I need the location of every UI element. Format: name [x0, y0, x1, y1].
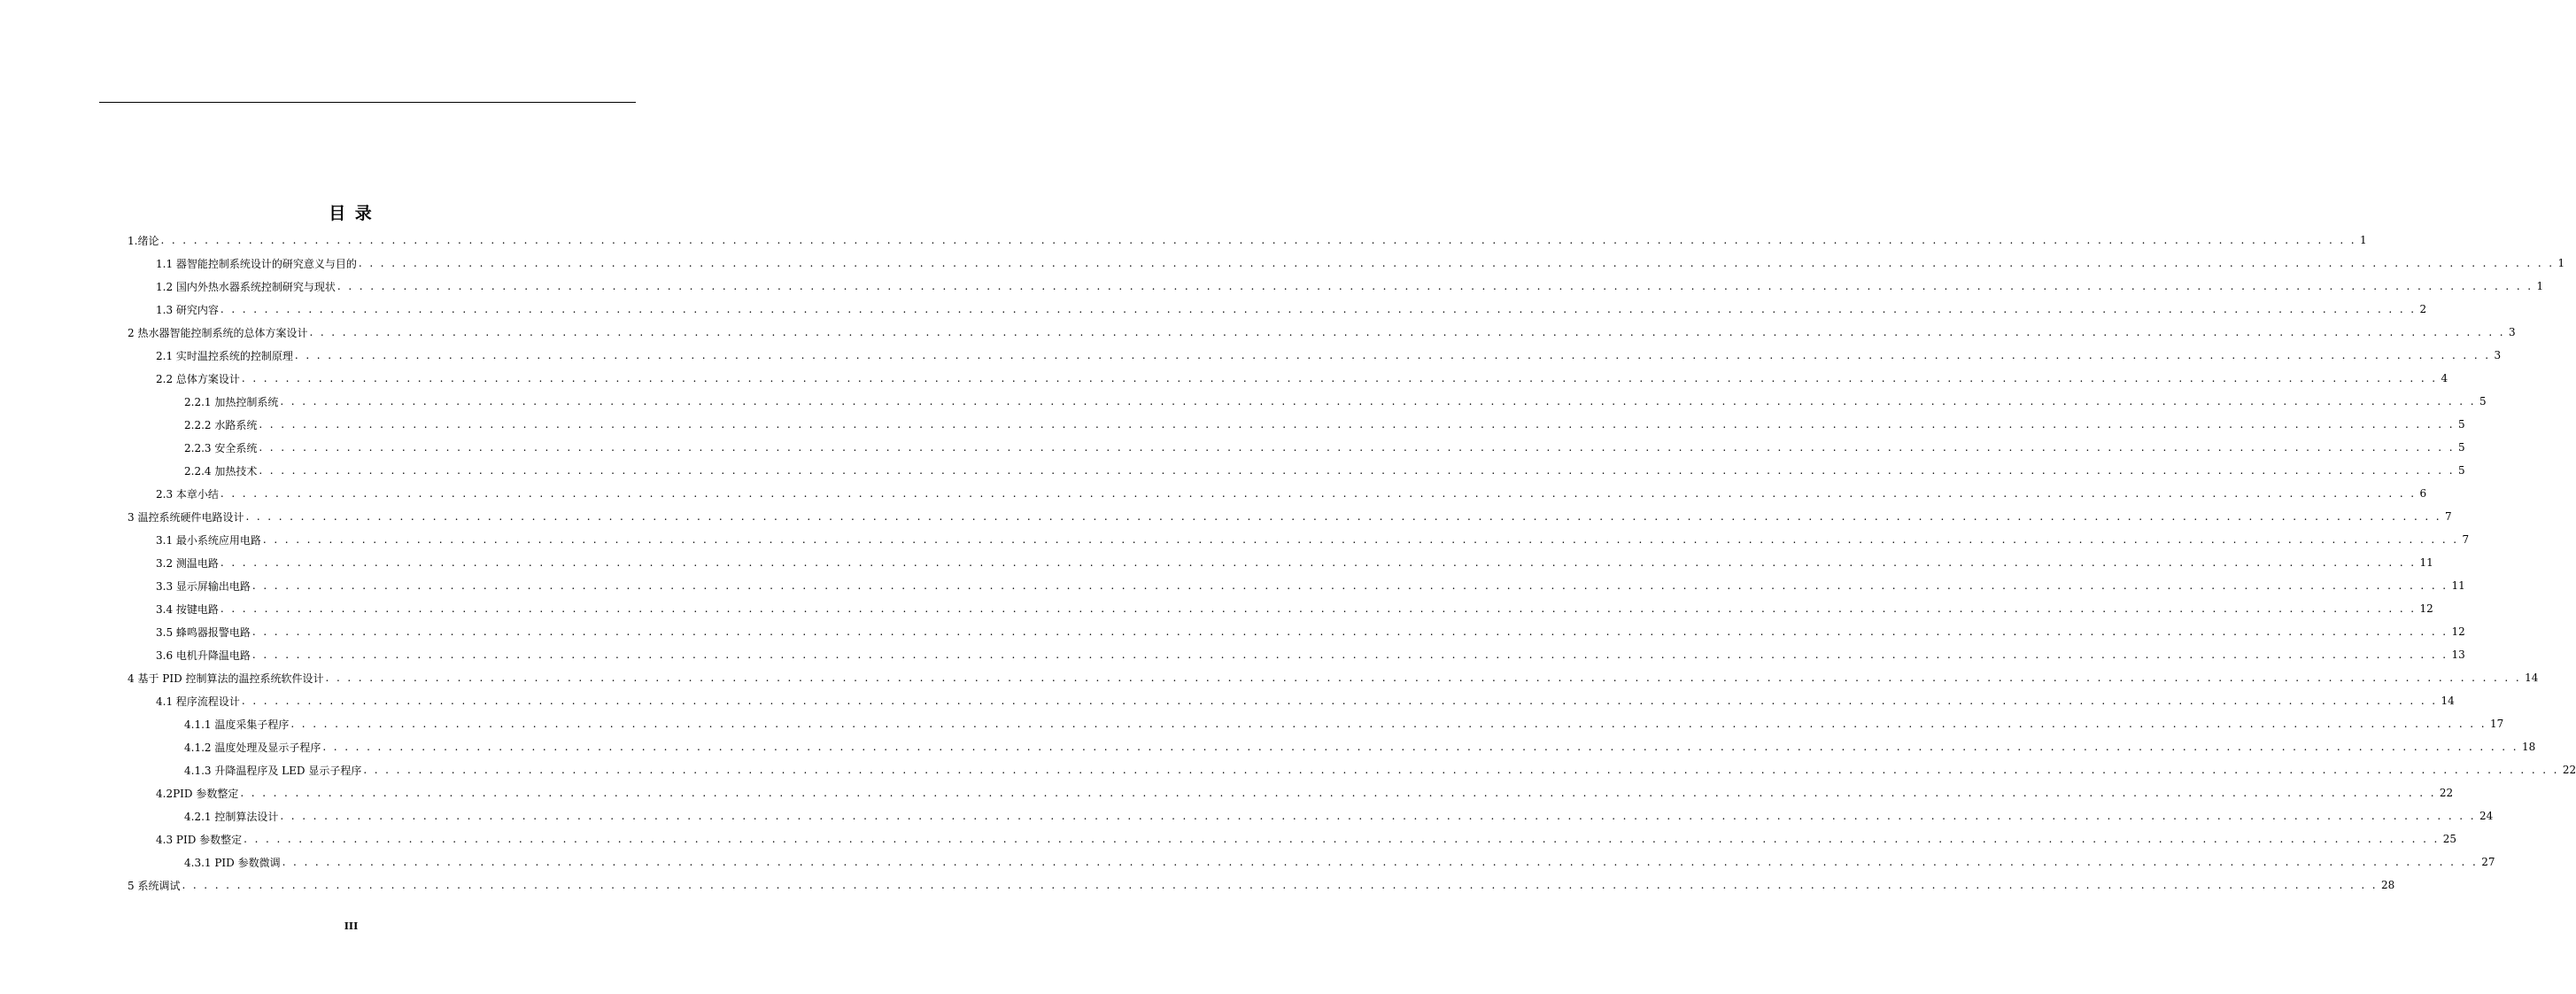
toc-entry-label: 2.2.3 安全系统 — [184, 441, 258, 454]
toc-dot-leader: . . . . . . . . . . . . . . . . . . . . . . . . . . . . . . . . . . . . . . . . . . . . . . . . . . . . . . . . . . . . . . . . . . . . . . . . . . . . . . . . . . . . . . . . . . . . . . . . . . . . . . . . . . . . . . . . . . . . . . . . . . . . . . . . . . . . . . . . . . . . . . . . . . . . . . . . . . . . . . . . . . . . . . . . . . . . . . . . . . . . . . . . . . . . . . . . . . . . . . . . — [259, 418, 2455, 431]
toc-entry-page: 5 — [2479, 395, 2487, 408]
toc-entry-label: 2.3 本章小结 — [156, 487, 219, 501]
toc-entry-label: 2.2 总体方案设计 — [156, 372, 240, 385]
toc-entry[interactable] — [156, 254, 2565, 272]
toc-entry-page: 6 — [2419, 487, 2427, 500]
toc-entry[interactable] — [156, 300, 2427, 318]
toc-entry-page: 22 — [2439, 787, 2454, 799]
toc-entry-label: 1.1 器智能控制系统设计的研究意义与目的 — [156, 257, 357, 270]
toc-dot-leader: . . . . . . . . . . . . . . . . . . . . . . . . . . . . . . . . . . . . . . . . . . . . . . . . . . . . . . . . . . . . . . . . . . . . . . . . . . . . . . . . . . . . . . . . . . . . . . . . . . . . . . . . . . . . . . . . . . . . . . . . . . . . . . . . . . . . . . . . . . . . . . . . . . . . . . . . . . . . . . . . . . . . . . . . . . . . . . . . . . . . . . . . . . . . . . . . . . . . . . . . — [244, 833, 2440, 845]
toc-entry-label: 2.1 实时温控系统的控制原理 — [156, 349, 293, 362]
toc-entry-label: 3.3 显示屏输出电路 — [156, 579, 251, 593]
toc-entry[interactable] — [184, 392, 2487, 410]
toc-entry-page: 27 — [2481, 856, 2495, 868]
toc-entry-label: 2.2.2 水路系统 — [184, 418, 258, 431]
toc-entry-page: 1 — [2360, 234, 2367, 246]
toc-entry[interactable] — [128, 876, 2395, 894]
toc-entry[interactable] — [128, 669, 2539, 687]
toc-dot-leader: . . . . . . . . . . . . . . . . . . . . . . . . . . . . . . . . . . . . . . . . . . . . . . . . . . . . . . . . . . . . . . . . . . . . . . . . . . . . . . . . . . . . . . . . . . . . . . . . . . . . . . . . . . . . . . . . . . . . . . . . . . . . . . . . . . . . . . . . . . . . . . . . . . . . . . . . . . . . . . . . . . . . . . . . . . . . . . . . . . . . . . . . . . . . . . . . . . . . . . . . — [251, 579, 2448, 592]
toc-entry[interactable] — [184, 462, 2465, 479]
toc-dot-leader: . . . . . . . . . . . . . . . . . . . . . . . . . . . . . . . . . . . . . . . . . . . . . . . . . . . . . . . . . . . . . . . . . . . . . . . . . . . . . . . . . . . . . . . . . . . . . . . . . . . . . . . . . . . . . . . . . . . . . . . . . . . . . . . . . . . . . . . . . . . . . . . . . . . . . . . . . . . . . . . . . . . . . . . . . . . . . . . . . . . . . . . . . . . . . . . . . . . . . . . . — [160, 234, 2357, 246]
toc-entry-page: 12 — [2451, 625, 2465, 638]
toc-dot-leader: . . . . . . . . . . . . . . . . . . . . . . . . . . . . . . . . . . . . . . . . . . . . . . . . . . . . . . . . . . . . . . . . . . . . . . . . . . . . . . . . . . . . . . . . . . . . . . . . . . . . . . . . . . . . . . . . . . . . . . . . . . . . . . . . . . . . . . . . . . . . . . . . . . . . . . . . . . . . . . . . . . . . . . . . . . . . . . . . . . . . . . . . . . . . . . . . . . . . . . . . — [337, 280, 2533, 292]
header-rule — [99, 102, 636, 103]
toc-entry[interactable] — [184, 807, 2494, 825]
toc-entry-label: 1.绪论 — [128, 234, 159, 247]
toc-entry-label: 4.2.1 控制算法设计 — [184, 810, 279, 823]
toc-dot-leader: . . . . . . . . . . . . . . . . . . . . . . . . . . . . . . . . . . . . . . . . . . . . . . . . . . . . . . . . . . . . . . . . . . . . . . . . . . . . . . . . . . . . . . . . . . . . . . . . . . . . . . . . . . . . . . . . . . . . . . . . . . . . . . . . . . . . . . . . . . . . . . . . . . . . . . . . . . . . . . . . . . . . . . . . . . . . . . . . . . . . . . . . . . . . . . . . . . . . . . . . — [251, 648, 2448, 661]
toc-entry[interactable] — [184, 853, 2495, 871]
toc-entry[interactable] — [128, 323, 2516, 341]
toc-dot-leader: . . . . . . . . . . . . . . . . . . . . . . . . . . . . . . . . . . . . . . . . . . . . . . . . . . . . . . . . . . . . . . . . . . . . . . . . . . . . . . . . . . . . . . . . . . . . . . . . . . . . . . . . . . . . . . . . . . . . . . . . . . . . . . . . . . . . . . . . . . . . . . . . . . . . . . . . . . . . . . . . . . . . . . . . . . . . . . . . . . . . . . . . . . . . . . . . . . . . . . . . — [282, 856, 2479, 868]
toc-entry-page: 11 — [2451, 579, 2465, 592]
toc-entry-label: 2.2.1 加热控制系统 — [184, 395, 279, 408]
toc-dot-leader: . . . . . . . . . . . . . . . . . . . . . . . . . . . . . . . . . . . . . . . . . . . . . . . . . . . . . . . . . . . . . . . . . . . . . . . . . . . . . . . . . . . . . . . . . . . . . . . . . . . . . . . . . . . . . . . . . . . . . . . . . . . . . . . . . . . . . . . . . . . . . . . . . . . . . . . . . . . . . . . . . . . . . . . . . . . . . . . . . . . . . . . . . . . . . . . . . . . . . . . . — [220, 303, 2417, 315]
toc-entry-label: 3.4 按键电路 — [156, 602, 219, 616]
toc-entry[interactable] — [184, 715, 2504, 733]
toc-entry-page: 12 — [2419, 602, 2433, 615]
toc-entry[interactable] — [184, 738, 2536, 756]
toc-entry-label: 4.1.1 温度采集子程序 — [184, 718, 290, 731]
toc-dot-leader: . . . . . . . . . . . . . . . . . . . . . . . . . . . . . . . . . . . . . . . . . . . . . . . . . . . . . . . . . . . . . . . . . . . . . . . . . . . . . . . . . . . . . . . . . . . . . . . . . . . . . . . . . . . . . . . . . . . . . . . . . . . . . . . . . . . . . . . . . . . . . . . . . . . . . . . . . . . . . . . . . . . . . . . . . . . . . . . . . . . . . . . . . . . . . . . . . . . . . . . . — [322, 741, 2518, 753]
toc-dot-leader: . . . . . . . . . . . . . . . . . . . . . . . . . . . . . . . . . . . . . . . . . . . . . . . . . . . . . . . . . . . . . . . . . . . . . . . . . . . . . . . . . . . . . . . . . . . . . . . . . . . . . . . . . . . . . . . . . . . . . . . . . . . . . . . . . . . . . . . . . . . . . . . . . . . . . . . . . . . . . . . . . . . . . . . . . . . . . . . . . . . . . . . . . . . . . . . . . . . . . . . . — [363, 764, 2559, 776]
toc-dot-leader: . . . . . . . . . . . . . . . . . . . . . . . . . . . . . . . . . . . . . . . . . . . . . . . . . . . . . . . . . . . . . . . . . . . . . . . . . . . . . . . . . . . . . . . . . . . . . . . . . . . . . . . . . . . . . . . . . . . . . . . . . . . . . . . . . . . . . . . . . . . . . . . . . . . . . . . . . . . . . . . . . . . . . . . . . . . . . . . . . . . . . . . . . . . . . . . . . . . . . . . . — [259, 441, 2455, 454]
toc-entry[interactable] — [156, 277, 2544, 295]
toc-entry[interactable] — [156, 646, 2465, 664]
toc-dot-leader: . . . . . . . . . . . . . . . . . . . . . . . . . . . . . . . . . . . . . . . . . . . . . . . . . . . . . . . . . . . . . . . . . . . . . . . . . . . . . . . . . . . . . . . . . . . . . . . . . . . . . . . . . . . . . . . . . . . . . . . . . . . . . . . . . . . . . . . . . . . . . . . . . . . . . . . . . . . . . . . . . . . . . . . . . . . . . . . . . . . . . . . . . . . . . . . . . . . . . . . . — [280, 395, 2476, 408]
toc-entry[interactable] — [156, 600, 2433, 617]
toc-entry[interactable] — [156, 369, 2448, 387]
toc-entry-label: 1.2 国内外热水器系统控制研究与现状 — [156, 280, 336, 293]
toc-entry-label: 3.1 最小系统应用电路 — [156, 533, 261, 547]
toc-dot-leader: . . . . . . . . . . . . . . . . . . . . . . . . . . . . . . . . . . . . . . . . . . . . . . . . . . . . . . . . . . . . . . . . . . . . . . . . . . . . . . . . . . . . . . . . . . . . . . . . . . . . . . . . . . . . . . . . . . . . . . . . . . . . . . . . . . . . . . . . . . . . . . . . . . . . . . . . . . . . . . . . . . . . . . . . . . . . . . . . . . . . . . . . . . . . . . . . . . . . . . . . — [294, 349, 2491, 361]
toc-entry-page: 13 — [2451, 648, 2465, 661]
toc-entry[interactable] — [156, 623, 2465, 641]
toc-entry[interactable] — [184, 415, 2465, 433]
page-number: III — [344, 920, 359, 932]
toc-dot-leader: . . . . . . . . . . . . . . . . . . . . . . . . . . . . . . . . . . . . . . . . . . . . . . . . . . . . . . . . . . . . . . . . . . . . . . . . . . . . . . . . . . . . . . . . . . . . . . . . . . . . . . . . . . . . . . . . . . . . . . . . . . . . . . . . . . . . . . . . . . . . . . . . . . . . . . . . . . . . . . . . . . . . . . . . . . . . . . . . . . . . . . . . . . . . . . . . . . . . . . . . — [245, 510, 2442, 523]
toc-entry-page: 17 — [2489, 718, 2504, 730]
toc-entry-page: 5 — [2457, 441, 2465, 454]
toc-entry-label: 2 热水器智能控制系统的总体方案设计 — [128, 326, 308, 339]
toc-entry-page: 24 — [2479, 810, 2494, 822]
toc-entry-page: 2 — [2419, 303, 2427, 315]
toc-entry-page: 22 — [2562, 764, 2576, 776]
toc-entry-label: 4.1.3 升降温程序及 LED 显示子程序 — [184, 764, 362, 777]
toc-entry-page: 3 — [2509, 326, 2516, 338]
toc-entry[interactable] — [156, 554, 2433, 571]
toc-entry-label: 4.3.1 PID 参数微调 — [184, 856, 281, 869]
toc-dot-leader: . . . . . . . . . . . . . . . . . . . . . . . . . . . . . . . . . . . . . . . . . . . . . . . . . . . . . . . . . . . . . . . . . . . . . . . . . . . . . . . . . . . . . . . . . . . . . . . . . . . . . . . . . . . . . . . . . . . . . . . . . . . . . . . . . . . . . . . . . . . . . . . . . . . . . . . . . . . . . . . . . . . . . . . . . . . . . . . . . . . . . . . . . . . . . . . . . . . . . . . . — [220, 556, 2417, 569]
toc-dot-leader: . . . . . . . . . . . . . . . . . . . . . . . . . . . . . . . . . . . . . . . . . . . . . . . . . . . . . . . . . . . . . . . . . . . . . . . . . . . . . . . . . . . . . . . . . . . . . . . . . . . . . . . . . . . . . . . . . . . . . . . . . . . . . . . . . . . . . . . . . . . . . . . . . . . . . . . . . . . . . . . . . . . . . . . . . . . . . . . . . . . . . . . . . . . . . . . . . . . . . . . . — [240, 787, 2436, 799]
toc-dot-leader: . . . . . . . . . . . . . . . . . . . . . . . . . . . . . . . . . . . . . . . . . . . . . . . . . . . . . . . . . . . . . . . . . . . . . . . . . . . . . . . . . . . . . . . . . . . . . . . . . . . . . . . . . . . . . . . . . . . . . . . . . . . . . . . . . . . . . . . . . . . . . . . . . . . . . . . . . . . . . . . . . . . . . . . . . . . . . . . . . . . . . . . . . . . . . . . . . . . . . . . . — [325, 672, 2522, 684]
toc-entry-label: 2.2.4 加热技术 — [184, 464, 258, 478]
toc-entry-label: 3.6 电机升降温电路 — [156, 648, 251, 662]
toc-dot-leader: . . . . . . . . . . . . . . . . . . . . . . . . . . . . . . . . . . . . . . . . . . . . . . . . . . . . . . . . . . . . . . . . . . . . . . . . . . . . . . . . . . . . . . . . . . . . . . . . . . . . . . . . . . . . . . . . . . . . . . . . . . . . . . . . . . . . . . . . . . . . . . . . . . . . . . . . . . . . . . . . . . . . . . . . . . . . . . . . . . . . . . . . . . . . . . . . . . . . . . . . — [251, 625, 2448, 638]
toc-dot-leader: . . . . . . . . . . . . . . . . . . . . . . . . . . . . . . . . . . . . . . . . . . . . . . . . . . . . . . . . . . . . . . . . . . . . . . . . . . . . . . . . . . . . . . . . . . . . . . . . . . . . . . . . . . . . . . . . . . . . . . . . . . . . . . . . . . . . . . . . . . . . . . . . . . . . . . . . . . . . . . . . . . . . . . . . . . . . . . . . . . . . . . . . . . . . . . . . . . . . . . . . — [290, 718, 2487, 730]
toc-dot-leader: . . . . . . . . . . . . . . . . . . . . . . . . . . . . . . . . . . . . . . . . . . . . . . . . . . . . . . . . . . . . . . . . . . . . . . . . . . . . . . . . . . . . . . . . . . . . . . . . . . . . . . . . . . . . . . . . . . . . . . . . . . . . . . . . . . . . . . . . . . . . . . . . . . . . . . . . . . . . . . . . . . . . . . . . . . . . . . . . . . . . . . . . . . . . . . . . . . . . . . . . — [182, 879, 2379, 891]
toc-entry[interactable] — [128, 508, 2452, 525]
toc-entry-label: 4 基于 PID 控制算法的温控系统软件设计 — [128, 672, 324, 685]
toc-dot-leader: . . . . . . . . . . . . . . . . . . . . . . . . . . . . . . . . . . . . . . . . . . . . . . . . . . . . . . . . . . . . . . . . . . . . . . . . . . . . . . . . . . . . . . . . . . . . . . . . . . . . . . . . . . . . . . . . . . . . . . . . . . . . . . . . . . . . . . . . . . . . . . . . . . . . . . . . . . . . . . . . . . . . . . . . . . . . . . . . . . . . . . . . . . . . . . . . . . . . . . . . — [262, 533, 2459, 546]
toc-dot-leader: . . . . . . . . . . . . . . . . . . . . . . . . . . . . . . . . . . . . . . . . . . . . . . . . . . . . . . . . . . . . . . . . . . . . . . . . . . . . . . . . . . . . . . . . . . . . . . . . . . . . . . . . . . . . . . . . . . . . . . . . . . . . . . . . . . . . . . . . . . . . . . . . . . . . . . . . . . . . . . . . . . . . . . . . . . . . . . . . . . . . . . . . . . . . . . . . . . . . . . . . — [220, 487, 2417, 500]
toc-entry-label: 4.1 程序流程设计 — [156, 695, 240, 708]
toc-entry[interactable] — [184, 439, 2465, 456]
toc-dot-leader: . . . . . . . . . . . . . . . . . . . . . . . . . . . . . . . . . . . . . . . . . . . . . . . . . . . . . . . . . . . . . . . . . . . . . . . . . . . . . . . . . . . . . . . . . . . . . . . . . . . . . . . . . . . . . . . . . . . . . . . . . . . . . . . . . . . . . . . . . . . . . . . . . . . . . . . . . . . . . . . . . . . . . . . . . . . . . . . . . . . . . . . . . . . . . . . . . . . . . . . . — [220, 602, 2417, 615]
toc-entry-label: 3.2 测温电路 — [156, 556, 219, 570]
toc-entry-page: 14 — [2441, 695, 2455, 707]
toc-entry[interactable] — [156, 784, 2454, 802]
toc-entry[interactable] — [156, 346, 2502, 364]
toc-dot-leader: . . . . . . . . . . . . . . . . . . . . . . . . . . . . . . . . . . . . . . . . . . . . . . . . . . . . . . . . . . . . . . . . . . . . . . . . . . . . . . . . . . . . . . . . . . . . . . . . . . . . . . . . . . . . . . . . . . . . . . . . . . . . . . . . . . . . . . . . . . . . . . . . . . . . . . . . . . . . . . . . . . . . . . . . . . . . . . . . . . . . . . . . . . . . . . . . . . . . . . . . — [358, 257, 2555, 269]
toc-entry-page: 25 — [2442, 833, 2457, 845]
toc-dot-leader: . . . . . . . . . . . . . . . . . . . . . . . . . . . . . . . . . . . . . . . . . . . . . . . . . . . . . . . . . . . . . . . . . . . . . . . . . . . . . . . . . . . . . . . . . . . . . . . . . . . . . . . . . . . . . . . . . . . . . . . . . . . . . . . . . . . . . . . . . . . . . . . . . . . . . . . . . . . . . . . . . . . . . . . . . . . . . . . . . . . . . . . . . . . . . . . . . . . . . . . . — [241, 695, 2438, 707]
toc-dot-leader: . . . . . . . . . . . . . . . . . . . . . . . . . . . . . . . . . . . . . . . . . . . . . . . . . . . . . . . . . . . . . . . . . . . . . . . . . . . . . . . . . . . . . . . . . . . . . . . . . . . . . . . . . . . . . . . . . . . . . . . . . . . . . . . . . . . . . . . . . . . . . . . . . . . . . . . . . . . . . . . . . . . . . . . . . . . . . . . . . . . . . . . . . . . . . . . . . . . . . . . . — [259, 464, 2455, 477]
toc-entry-page: 4 — [2441, 372, 2448, 384]
toc-entry-label: 4.2PID 参数整定 — [156, 787, 239, 800]
toc-entry-label: 3.5 蜂鸣器报警电路 — [156, 625, 251, 639]
toc-dot-leader: . . . . . . . . . . . . . . . . . . . . . . . . . . . . . . . . . . . . . . . . . . . . . . . . . . . . . . . . . . . . . . . . . . . . . . . . . . . . . . . . . . . . . . . . . . . . . . . . . . . . . . . . . . . . . . . . . . . . . . . . . . . . . . . . . . . . . . . . . . . . . . . . . . . . . . . . . . . . . . . . . . . . . . . . . . . . . . . . . . . . . . . . . . . . . . . . . . . . . . . . — [309, 326, 2506, 338]
toc-entry-page: 1 — [2557, 257, 2565, 269]
toc-entry-page: 28 — [2381, 879, 2395, 891]
toc-entry[interactable] — [128, 231, 2367, 249]
toc-entry[interactable] — [156, 485, 2427, 502]
toc-entry-label: 4.1.2 温度处理及显示子程序 — [184, 741, 321, 754]
toc-entry-page: 11 — [2419, 556, 2433, 569]
toc-entry-page: 14 — [2525, 672, 2539, 684]
toc-entry-label: 5 系统调试 — [128, 879, 181, 892]
toc-entry[interactable] — [156, 531, 2470, 548]
toc-entry-page: 7 — [2462, 533, 2470, 546]
toc-entry-page: 5 — [2457, 418, 2465, 431]
toc-entry-page: 3 — [2494, 349, 2502, 361]
toc-entry[interactable] — [156, 830, 2457, 848]
toc-entry[interactable] — [156, 577, 2465, 594]
toc-entry-label: 3 温控系统硬件电路设计 — [128, 510, 244, 524]
toc-entry[interactable] — [184, 761, 2576, 779]
toc-entry-label: 1.3 研究内容 — [156, 303, 219, 316]
toc-entry-page: 5 — [2457, 464, 2465, 477]
toc-title: 目 录 — [329, 204, 374, 223]
toc-entry-page: 18 — [2521, 741, 2536, 753]
toc-dot-leader: . . . . . . . . . . . . . . . . . . . . . . . . . . . . . . . . . . . . . . . . . . . . . . . . . . . . . . . . . . . . . . . . . . . . . . . . . . . . . . . . . . . . . . . . . . . . . . . . . . . . . . . . . . . . . . . . . . . . . . . . . . . . . . . . . . . . . . . . . . . . . . . . . . . . . . . . . . . . . . . . . . . . . . . . . . . . . . . . . . . . . . . . . . . . . . . . . . . . . . . . — [280, 810, 2476, 822]
toc-entry-page: 7 — [2445, 510, 2452, 523]
toc-entry-label: 4.3 PID 参数整定 — [156, 833, 243, 846]
toc-dot-leader: . . . . . . . . . . . . . . . . . . . . . . . . . . . . . . . . . . . . . . . . . . . . . . . . . . . . . . . . . . . . . . . . . . . . . . . . . . . . . . . . . . . . . . . . . . . . . . . . . . . . . . . . . . . . . . . . . . . . . . . . . . . . . . . . . . . . . . . . . . . . . . . . . . . . . . . . . . . . . . . . . . . . . . . . . . . . . . . . . . . . . . . . . . . . . . . . . . . . . . . . — [241, 372, 2438, 384]
toc-entry[interactable] — [156, 692, 2455, 710]
toc-entry-page: 1 — [2536, 280, 2544, 292]
